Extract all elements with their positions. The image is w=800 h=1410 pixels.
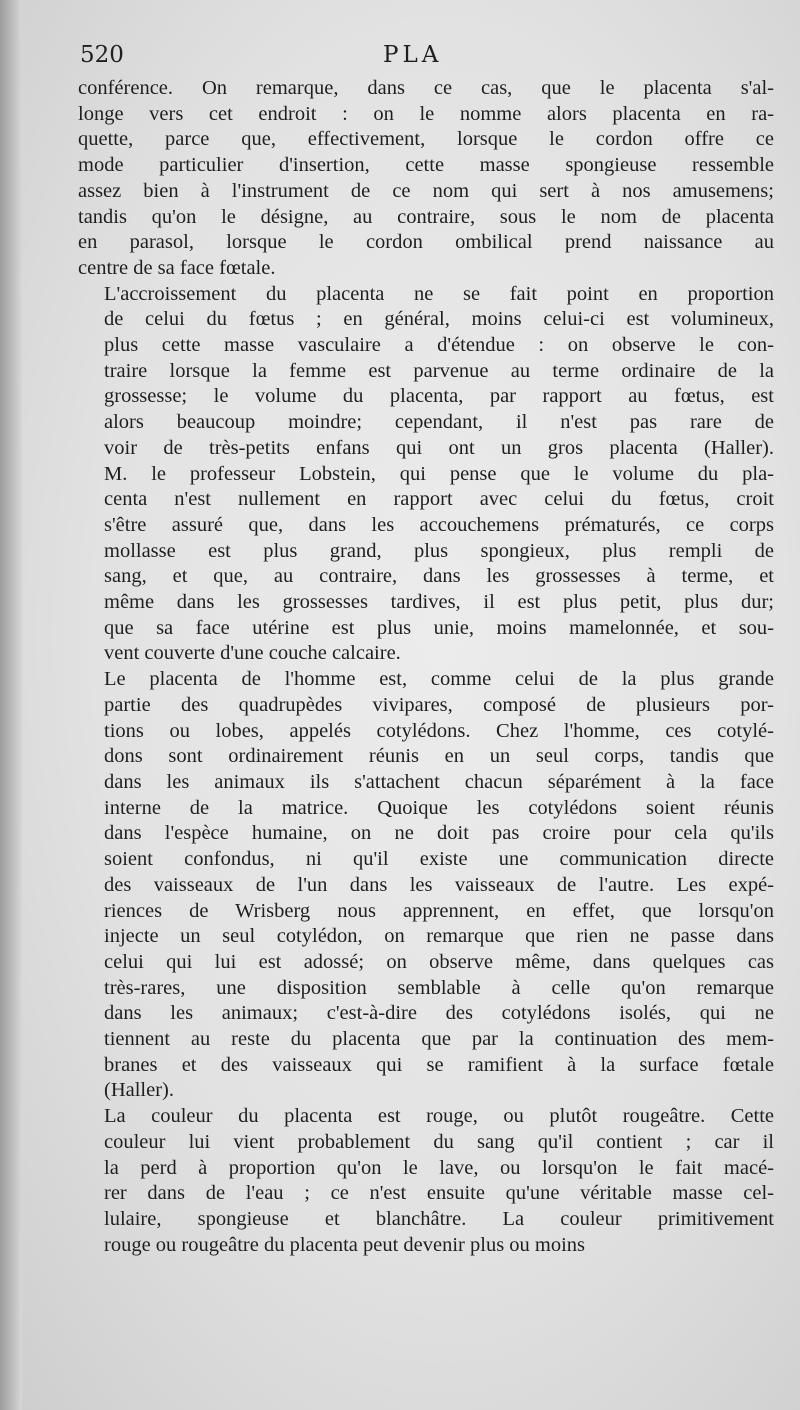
text-line: La couleur du placenta est rouge, ou plutôt rougeâtre. Cette xyxy=(104,1105,774,1128)
text-line: la perd à proportion qu'on le lave, ou lorsqu'on le fait macé- xyxy=(104,1156,774,1179)
text-line: partie des quadrupèdes vivipares, composé de plusieurs por- xyxy=(104,693,774,716)
text-line: longe vers cet endroit : on le nomme alors placenta en ra- xyxy=(78,102,774,125)
text-line: sang, et que, au contraire, dans les grossesses à terme, et xyxy=(104,565,774,588)
paragraph xyxy=(78,76,774,282)
page-number: 520 xyxy=(80,42,124,68)
text-line: tandis qu'on le désigne, au contraire, sous le nom de placenta xyxy=(78,205,774,228)
text-line: grossesse; le volume du placenta, par rapport au fœtus, est xyxy=(104,385,774,408)
text-line: traire lorsque la femme est parvenue au terme ordinaire de la xyxy=(104,359,774,382)
text-line: s'être assuré que, dans les accouchemens prématurés, ce corps xyxy=(104,513,774,536)
text-line: M. le professeur Lobstein, qui pense que le volume du pla- xyxy=(104,462,774,485)
text-line: dans l'espèce humaine, on ne doit pas croire pour cela qu'ils xyxy=(104,822,774,845)
text-line: même dans les grossesses tardives, il est plus petit, plus dur; xyxy=(104,591,774,614)
text-line: voir de très-petits enfans qui ont un gros placenta (Haller). xyxy=(104,436,774,459)
text-line: conférence. On remarque, dans ce cas, que le placenta s'al- xyxy=(78,77,774,99)
text-line: que sa face utérine est plus unie, moins mamelonnée, et sou- xyxy=(104,616,774,639)
running-head-title: PLA xyxy=(383,42,443,68)
text-line: soient confondus, ni qu'il existe une communication directe xyxy=(104,848,774,871)
text-line: dans les animaux ils s'attachent chacun séparément à la face xyxy=(104,770,774,793)
text-line: très-rares, une disposition semblable à celle qu'on remarque xyxy=(104,976,774,999)
body-text xyxy=(78,76,774,1258)
text-line: (Haller). xyxy=(104,1079,174,1102)
text-line: interne de la matrice. Quoique les cotylédons soient réunis xyxy=(104,796,774,819)
text-line: vent couverte d'une couche calcaire. xyxy=(104,642,401,665)
text-line: centa n'est nullement en rapport avec celui du fœtus, croit xyxy=(104,488,774,511)
text-line: de celui du fœtus ; en général, moins celui-ci est volumineux, xyxy=(104,308,774,331)
text-line: couleur lui vient probablement du sang qu'il contient ; car il xyxy=(104,1130,774,1153)
text-line: plus cette masse vasculaire a d'étendue : on observe le con- xyxy=(104,334,774,357)
text-line: rer dans de l'eau ; ce n'est ensuite qu'une véritable masse cel- xyxy=(104,1182,774,1205)
text-line: alors beaucoup moindre; cependant, il n'est pas rare de xyxy=(104,411,774,434)
running-head xyxy=(78,42,774,76)
paragraph xyxy=(78,1104,774,1258)
text-line: Le placenta de l'homme est, comme celui de la plus grande xyxy=(104,668,774,691)
text-line: des vaisseaux de l'un dans les vaisseaux de l'autre. Les expé- xyxy=(104,873,774,896)
text-line: centre de sa face fœtale. xyxy=(78,256,276,279)
text-line: mollasse est plus grand, plus spongieux, plus rempli de xyxy=(104,539,774,562)
text-line: riences de Wrisberg nous apprennent, en effet, que lorsqu'on xyxy=(104,899,774,922)
text-line: quette, parce que, effectivement, lorsque le cordon offre ce xyxy=(78,128,774,151)
text-line: dons sont ordinairement réunis en un seul corps, tandis que xyxy=(104,745,774,768)
text-line: en parasol, lorsque le cordon ombilical prend naissance au xyxy=(78,231,774,254)
text-line: injecte un seul cotylédon, on remarque que rien ne passe dans xyxy=(104,925,774,948)
text-line: branes et des vaisseaux qui se ramifient à la surface fœtale xyxy=(104,1053,774,1076)
text-line: dans les animaux; c'est-à-dire des cotylédons isolés, qui ne xyxy=(104,1002,774,1025)
text-line: rouge ou rougeâtre du placenta peut devenir plus ou moins xyxy=(104,1233,586,1256)
page-gutter-shadow xyxy=(0,0,22,1410)
paragraph xyxy=(78,667,774,1104)
text-line: celui qui lui est adossé; on observe même, dans quelques cas xyxy=(104,950,774,973)
text-line: mode particulier d'insertion, cette masse spongieuse ressemble xyxy=(78,154,774,177)
text-line: tiennent au reste du placenta que par la continuation des mem- xyxy=(104,1028,774,1051)
text-line: lulaire, spongieuse et blanchâtre. La couleur primitivement xyxy=(104,1207,774,1230)
paragraph xyxy=(78,282,774,668)
text-line: tions ou lobes, appelés cotylédons. Chez l'homme, ces cotylé- xyxy=(104,719,774,742)
text-line: L'accroissement du placenta ne se fait point en proportion xyxy=(104,282,774,305)
text-line: assez bien à l'instrument de ce nom qui sert à nos amusemens; xyxy=(78,179,774,202)
